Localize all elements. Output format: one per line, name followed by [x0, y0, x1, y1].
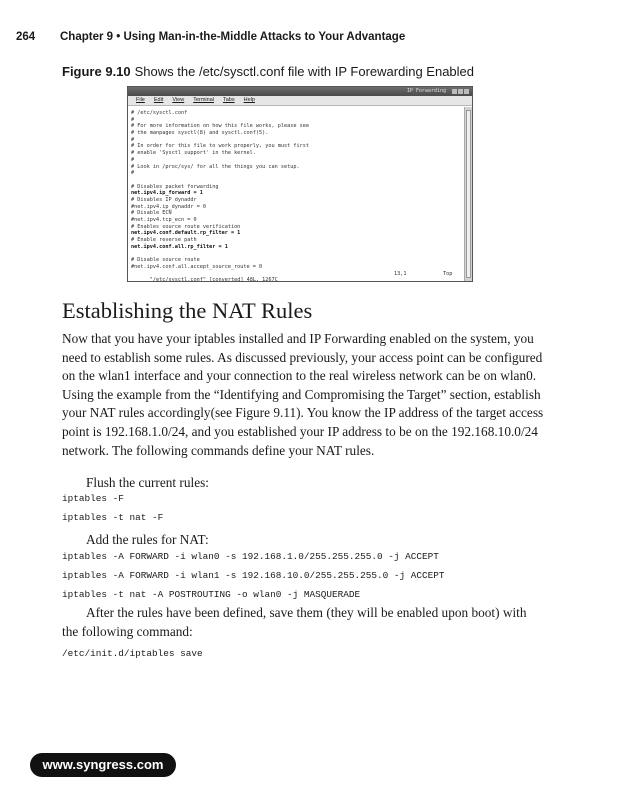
window-title: IP Forwarding: [406, 88, 446, 94]
menu-view: View: [172, 97, 185, 103]
terminal-line: # Enables source route verification: [131, 223, 241, 230]
code-line: iptables -t nat -A POSTROUTING -o wlan0 -j MASQUERADE: [62, 589, 361, 600]
figure-caption-text: Shows the /etc/sysctl.conf file with IP Forewarding Enabled: [134, 64, 475, 79]
terminal-line: # Disable source route: [131, 257, 200, 264]
terminal-line: #: [131, 170, 135, 177]
terminal-status-line: [131, 270, 465, 284]
terminal-menubar: [128, 96, 472, 106]
code-line: iptables -t nat -F: [62, 512, 164, 523]
menu-edit: Edit: [153, 97, 164, 103]
terminal-screenshot: [127, 86, 473, 282]
code-line: iptables -F: [62, 493, 124, 504]
terminal-line: # Look in /proc/sys/ for all the things you can setup.: [131, 163, 300, 170]
status-scroll: Top: [443, 270, 453, 277]
terminal-scrollbar: [464, 107, 472, 281]
terminal-line: # In order for this file to work properly, you must first: [131, 143, 310, 150]
code-line: iptables -A FORWARD -i wlan1 -s 192.168.10.0/255.255.255.0 -j ACCEPT: [62, 570, 445, 581]
status-position: 13,1: [394, 270, 407, 277]
terminal-line: # Disables packet forwarding: [131, 183, 219, 190]
menu-file: File: [136, 97, 145, 103]
save-paragraph: After the rules have been defined, save them (they will be enabled upon boot) with the following command:: [62, 605, 527, 639]
terminal-line: [131, 250, 465, 257]
terminal-line: #: [131, 116, 135, 123]
status-file: "/etc/sysctl.conf" [converted] 48L, 1267C: [149, 277, 278, 284]
terminal-line: # Disable ECN: [131, 210, 172, 217]
terminal-content: [128, 107, 465, 284]
figure-caption: [62, 64, 582, 79]
footer-url: www.syngress.com: [30, 753, 176, 777]
code-line: /etc/init.d/iptables save: [62, 648, 203, 659]
flush-paragraph: Flush the current rules:: [86, 475, 209, 490]
terminal-line: #: [131, 136, 135, 143]
menu-terminal: Terminal: [193, 97, 214, 103]
terminal-line: # For more information on how this file works, please see: [131, 123, 310, 130]
terminal-line: [131, 177, 465, 184]
minimize-icon: [452, 89, 457, 94]
menu-help: Help: [243, 97, 255, 103]
terminal-line: #net.ipv4.ip_dynaddr = 0: [131, 203, 206, 210]
close-icon: [464, 89, 469, 94]
terminal-line: # Enable reverse path: [131, 237, 197, 244]
page-number: 264: [16, 31, 36, 43]
add-paragraph: Add the rules for NAT:: [86, 532, 209, 547]
maximize-icon: [458, 89, 463, 94]
scrollbar-thumb: [466, 110, 471, 278]
terminal-line: net.ipv4.ip_forward = 1: [131, 190, 203, 197]
code-line: iptables -A FORWARD -i wlan0 -s 192.168.1.0/255.255.255.0 -j ACCEPT: [62, 551, 439, 562]
terminal-line: # the manpages sysctl(8) and sysctl.conf(5).: [131, 130, 269, 137]
terminal-line: # Disables IP dynaddr: [131, 196, 197, 203]
menu-tabs: Tabs: [222, 97, 235, 103]
section-title: Establishing the NAT Rules: [62, 298, 313, 323]
terminal-line: #net.ipv4.tcp_ecn = 0: [131, 217, 197, 223]
chapter-title: Chapter 9 • Using Man-in-the-Middle Attacks to Your Advantage: [60, 31, 406, 43]
terminal-line: # enable 'Sysctl support' in the kernel.: [131, 150, 256, 157]
figure-label: Figure 9.10: [62, 64, 131, 79]
running-header: [16, 31, 576, 43]
window-titlebar: [128, 87, 472, 96]
terminal-line: #: [131, 156, 135, 163]
terminal-line: #net.ipv4.conf.all.accept_source_route = 0: [131, 263, 263, 270]
terminal-line: # /etc/sysctl.conf: [131, 110, 188, 116]
intro-paragraph: Now that you have your iptables installed and IP Forwarding enabled on the system, you need to establish some rules. As discussed previously, your access point can be configured on the wlan1 interface and your connection to the real wireless network can be on wlan0. Using the example from the “Identifying and Compromising the Target” section, establish your NAT rules accordingly(see Figure 9.11). You know the IP address of the target access point is 192.168.1.0/24, and you established your IP address to be on the 192.168.10.0/24 network. The following commands define your NAT rules.: [62, 331, 544, 458]
terminal-line: net.ipv4.conf.all.rp_filter = 1: [131, 243, 228, 250]
window-controls: [451, 89, 469, 98]
terminal-line: net.ipv4.conf.default.rp_filter = 1: [131, 230, 241, 237]
